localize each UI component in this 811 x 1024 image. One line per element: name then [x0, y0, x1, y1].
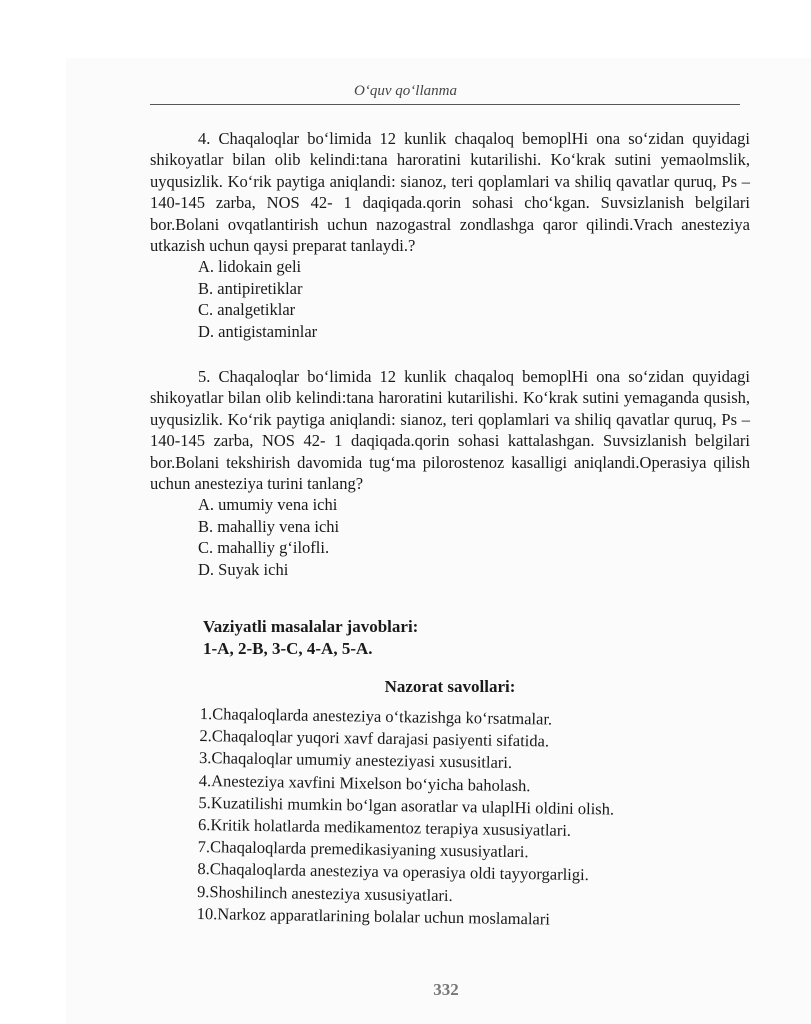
question-5 [150, 366, 750, 580]
list-item: 10.Narkoz apparatlarining bolalar uchun moslamalari [196, 903, 551, 929]
question-4-option-d: D. antigistaminlar [198, 321, 318, 341]
question-5-option-a: A. umumiy vena ichi [198, 495, 338, 515]
question-4-option-a: A. lidokain geli [198, 257, 302, 277]
answers-section [203, 616, 418, 660]
list-item: 6.Kritik holatlarda medikamentoz terapiya xususiyatlari. [197, 815, 572, 840]
question-4-option-b: B. antipiretiklar [198, 278, 303, 298]
list-item: 1.Chaqaloqlarda anesteziya o‘tkazishga ko‘rsatmalar. [199, 703, 553, 729]
question-5-text: 5. Chaqaloqlar bo‘limida 12 kunlik chaqaloq bemoplHi ona so‘zidan quyidagi shikoyatlar bilan olib kelindi:tana haroratini kutarilishi. Ko‘krak sutini yemaganda qusish, uyqusizlik. Ko‘rik paytiga aniqlandi: sianoz, teri qoplamlari va shiliq qavatlar quruq, Ps – 140-145 zarba, NOS 42- 1 daqiqada.qorin sohasi kattalashgan. Suvsizlanish belgilari bor.Bolani tekshirish davomida tug‘ma pilorostenoz kasalligi aniqlandi.Operasiya qilish uchun anesteziya turini tanlang? [150, 367, 750, 494]
list-item: 4.Anesteziya xavfini Mixelson bo‘yicha baholash. [198, 770, 531, 795]
page-number: 332 [433, 980, 459, 999]
answers-values: 1-A, 2-B, 3-C, 4-A, 5-A. [203, 639, 373, 658]
question-5-option-c: C. mahalliy g‘ilofli. [198, 538, 330, 558]
list-item: 9.Shoshilinch anesteziya xususiyatlari. [196, 881, 453, 905]
list-item: 2.Chaqaloqlar yuqori xavf darajasi pasiyenti sifatida. [199, 726, 550, 751]
question-5-option-b: B. mahalliy vena ichi [198, 516, 340, 536]
running-header: O‘quv qo‘llanma [354, 83, 457, 99]
answers-heading: Vaziyatli masalalar javoblari: [203, 617, 419, 636]
list-item: 3.Chaqaloqlar umumiy anesteziyasi xususitlari. [198, 748, 513, 773]
question-5-option-d: D. Suyak ichi [198, 559, 289, 579]
header-rule [150, 104, 740, 105]
list-item: 7.Chaqaloqlarda premedikasiyaning xususiyatlari. [197, 837, 529, 862]
list-item: 8.Chaqaloqlarda anesteziya va operasiya oldi tayyorgarligi. [197, 859, 589, 885]
control-questions-title: Nazorat savollari: [384, 677, 516, 696]
question-4 [150, 128, 750, 342]
question-4-text: 4. Chaqaloqlar bo‘limida 12 kunlik chaqaloq bemoplHi ona so‘zidan quyidagi shikoyatlar bilan olib kelindi:tana haroratini kutarilishi. Ko‘krak sutini yemaolmslik, uyqusizlik. Ko‘rik paytiga aniqlandi: sianoz, teri qoplamlari va shiliq qavatlar quruq, Ps – 140-145 zarba, NOS 42- 1 daqiqada.qorin sohasi cho‘kgan. Suvsizlanish belgilari bor.Bolani ovqatlantirish uchun nazogastral zondlashga qaror qilindi.Vrach anesteziya utkazish uchun qaysi preparat tanlaydi.? [150, 129, 750, 256]
control-questions-list [197, 703, 720, 933]
list-item: 5.Kuzatilishi mumkin bo‘lgan asoratlar va ulaplHi oldini olish. [198, 792, 615, 819]
question-4-option-c: C. analgetiklar [198, 300, 296, 320]
